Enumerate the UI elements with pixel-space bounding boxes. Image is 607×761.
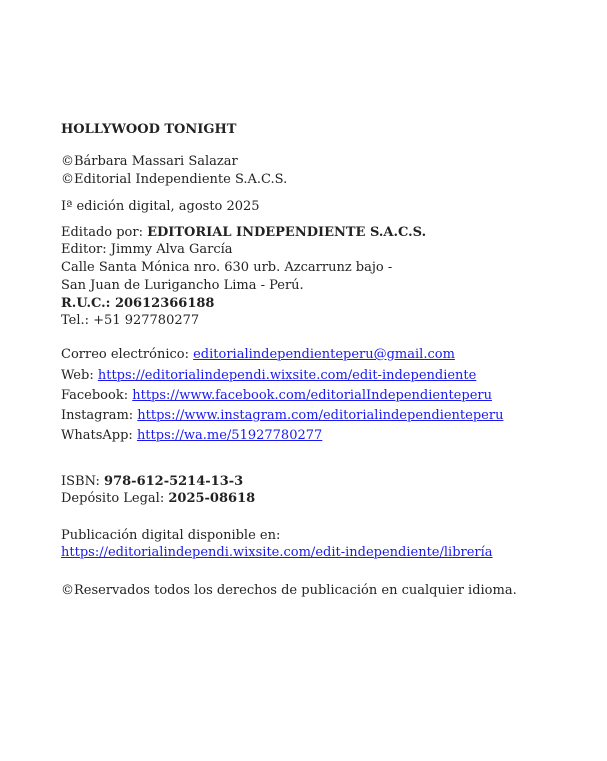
deposito-value: 2025-08618 xyxy=(168,491,256,506)
instagram-link[interactable]: https://www.instagram.com/editorialindependienteperu xyxy=(137,408,504,423)
deposito-legal xyxy=(61,490,255,507)
whatsapp-contact xyxy=(61,427,322,444)
whatsapp-label: WhatsApp: xyxy=(61,428,137,443)
address-line-2: San Juan de Lurigancho Lima - Perú. xyxy=(61,278,304,293)
facebook-contact xyxy=(61,387,492,404)
book-title: HOLLYWOOD TONIGHT xyxy=(61,122,237,137)
publication-label: Publicación digital disponible en: xyxy=(61,528,281,543)
email-label: Correo electrónico: xyxy=(61,347,194,362)
instagram-label: Instagram: xyxy=(61,408,138,423)
edited-by-label: Editado por: xyxy=(61,225,148,240)
isbn-value: 978-612-5214-13-3 xyxy=(104,474,244,489)
publisher-copyright: ©Editorial Independiente S.A.C.S. xyxy=(61,172,288,187)
deposito-label: Depósito Legal: xyxy=(61,491,169,506)
phone-number: Tel.: +51 927780277 xyxy=(61,313,200,328)
isbn-label: ISBN: xyxy=(61,474,105,489)
facebook-link[interactable]: https://www.facebook.com/editorialIndependienteperu xyxy=(132,388,492,403)
publication-url-line xyxy=(61,544,493,561)
rights-notice: ©Reservados todos los derechos de publicación en cualquier idioma. xyxy=(61,583,517,598)
edition-info: Iª edición digital, agosto 2025 xyxy=(61,199,260,214)
whatsapp-link[interactable]: https://wa.me/51927780277 xyxy=(136,428,323,443)
instagram-contact xyxy=(61,407,503,424)
publication-link[interactable]: https://editorialindependi.wixsite.com/edit-independiente/librería xyxy=(61,545,493,560)
facebook-label: Facebook: xyxy=(61,388,133,403)
web-contact xyxy=(61,367,476,384)
edited-by xyxy=(61,224,426,241)
editor-name: Editor: Jimmy Alva García xyxy=(61,242,233,257)
ruc-number: R.U.C.: 20612366188 xyxy=(61,296,215,311)
web-link[interactable]: https://editorialindependi.wixsite.com/edit-independiente xyxy=(97,368,477,383)
email-link[interactable]: editorialindependienteperu@gmail.com xyxy=(193,347,455,362)
author-copyright: ©Bárbara Massari Salazar xyxy=(61,154,238,169)
edited-by-value: EDITORIAL INDEPENDIENTE S.A.C.S. xyxy=(147,225,427,240)
address-line-1: Calle Santa Mónica nro. 630 urb. Azcarrunz bajo - xyxy=(61,260,393,275)
isbn xyxy=(61,473,243,490)
email-contact xyxy=(61,346,455,363)
web-label: Web: xyxy=(61,368,98,383)
